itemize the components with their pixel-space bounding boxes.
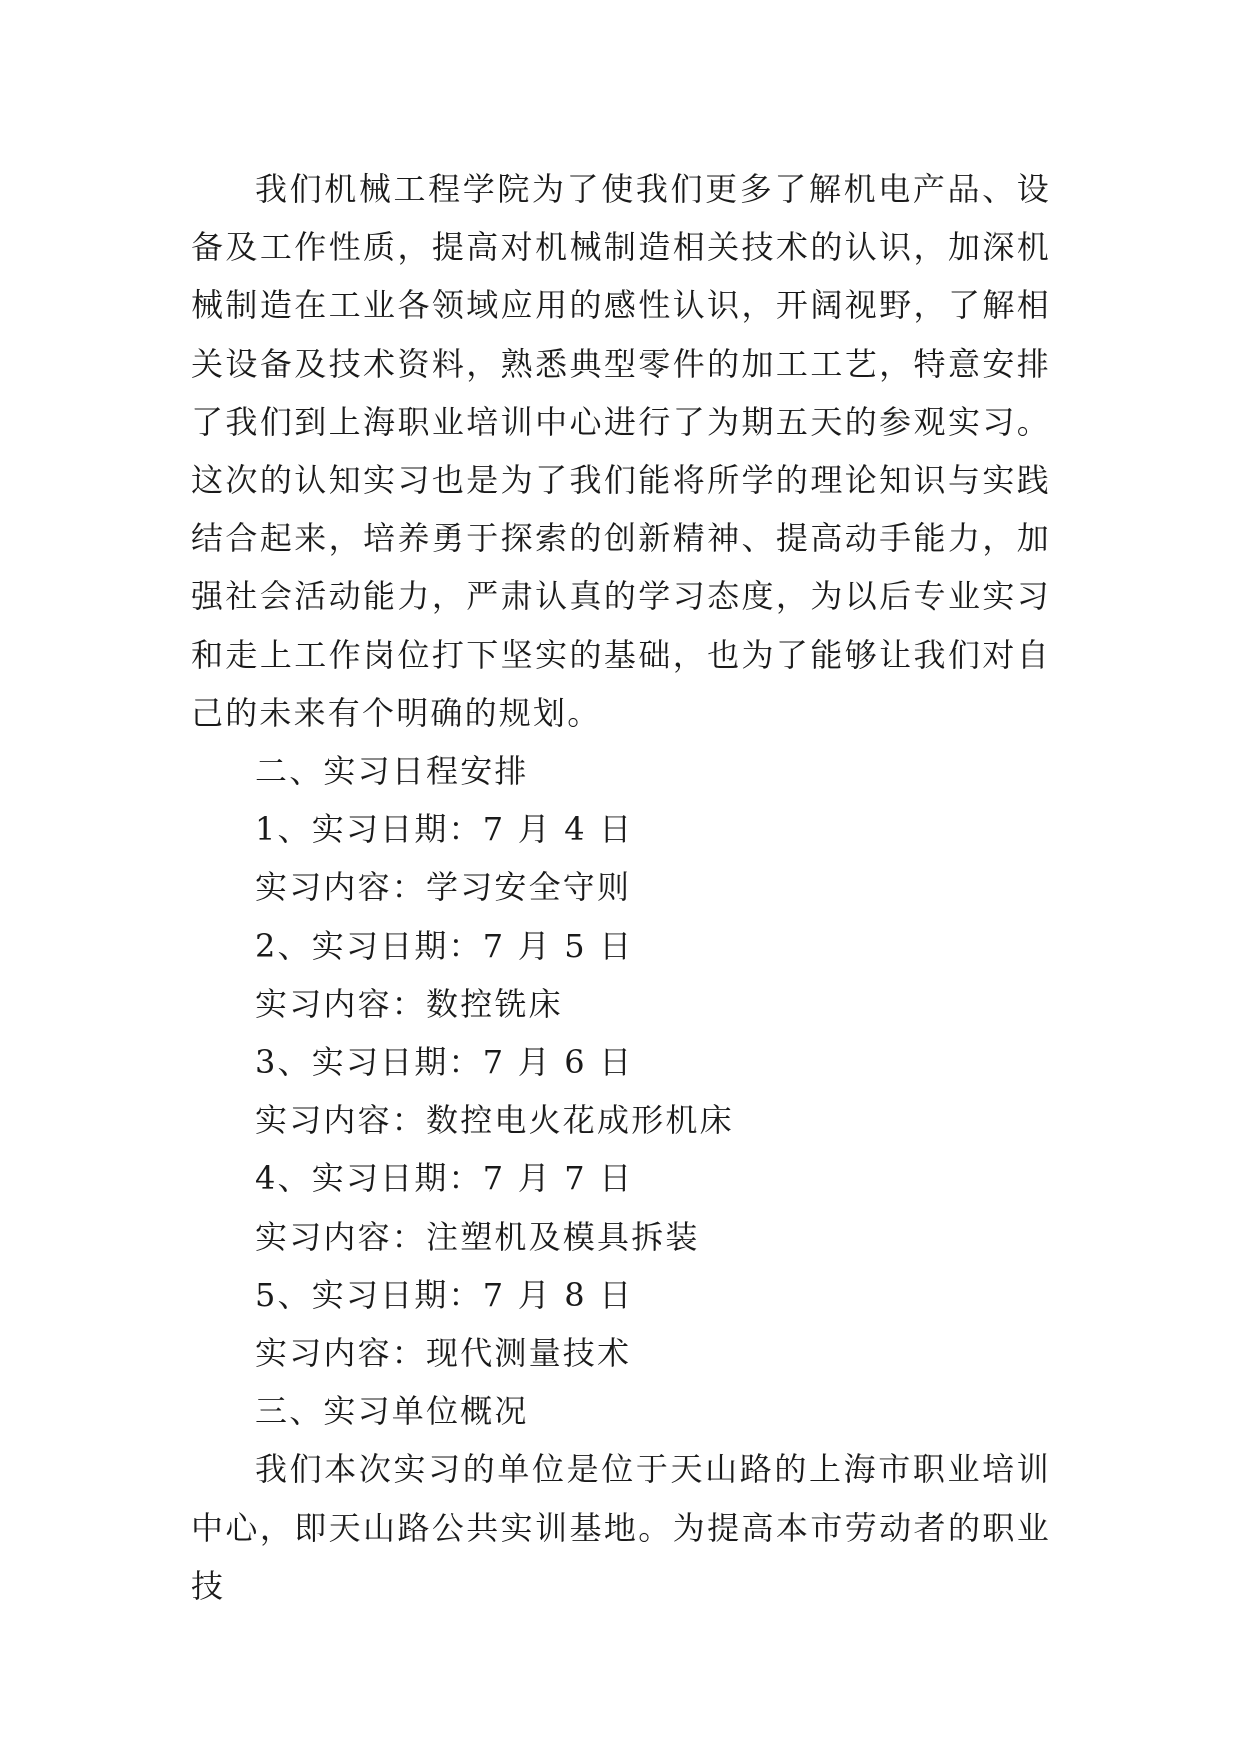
unit-overview-paragraph: 我们本次实习的单位是位于天山路的上海市职业培训中心，即天山路公共实训基地。为提高本市劳动者的职业技: [191, 1450, 1051, 1605]
section-heading-schedule: 二、实习日程安排: [255, 752, 529, 791]
section-heading-unit-overview: 三、实习单位概况: [255, 1392, 529, 1431]
schedule-content-3: 实习内容：数控电火花成形机床: [255, 1101, 734, 1140]
schedule-content-1: 实习内容：学习安全守则: [255, 868, 632, 907]
intro-paragraph: 我们机械工程学院为了使我们更多了解机电产品、设备及工作性质，提高对机械制造相关技术的认识，加深机械制造在工业各领域应用的感性认识，开阔视野，了解相关设备及技术资料，熟悉典型零件的加工工艺，特意安排了我们到上海职业培训中心进行了为期五天的参观实习。这次的认知实习也是为了我们能将所学的理论知识与实践结合起来，培养勇于探索的创新精神、提高动手能力，加强社会活动能力，严肃认真的学习态度，为以后专业实习和走上工作岗位打下坚实的基础，也为了能够让我们对自己的未来有个明确的规划。: [191, 170, 1051, 732]
schedule-date-4: 4、实习日期：7 月 7 日: [255, 1159, 634, 1198]
document-body: [191, 160, 1051, 1615]
schedule-content-5: 实习内容：现代测量技术: [255, 1334, 632, 1373]
schedule-date-2: 2、实习日期：7 月 5 日: [255, 926, 634, 965]
schedule-date-1: 1、实习日期：7 月 4 日: [255, 810, 634, 849]
schedule-content-2: 实习内容：数控铣床: [255, 984, 563, 1023]
schedule-date-3: 3、实习日期：7 月 6 日: [255, 1043, 634, 1082]
schedule-content-4: 实习内容：注塑机及模具拆装: [255, 1217, 700, 1256]
schedule-date-5: 5、实习日期：7 月 8 日: [255, 1275, 634, 1314]
